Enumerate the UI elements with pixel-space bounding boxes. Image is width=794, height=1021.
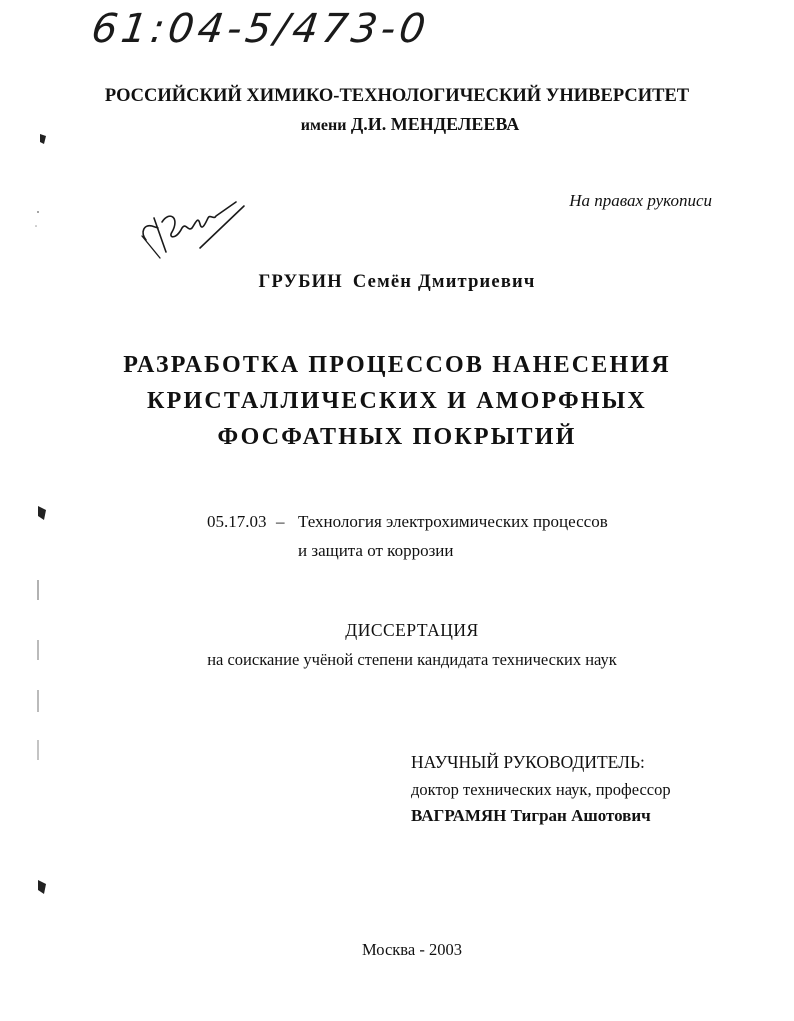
university-namesake-name: Д.И. МЕНДЕЛЕЕВА — [350, 114, 520, 134]
university-namesake-prefix: имени — [300, 117, 347, 134]
advisor-degree: доктор технических наук, профессор — [411, 780, 671, 799]
dissertation-heading: ДИССЕРТАЦИЯ — [345, 620, 479, 640]
specialty-dash: – — [276, 512, 285, 531]
manuscript-note: На правах рукописи — [569, 191, 712, 210]
author-given-names: Семён Дмитриевич — [352, 272, 536, 292]
advisor-name: ВАГРАМЯН Тигран Ашотович — [411, 806, 651, 825]
advisor-label: НАУЧНЫЙ РУКОВОДИТЕЛЬ: — [411, 752, 645, 772]
title-line-2: КРИСТАЛЛИЧЕСКИХ И АМОРФНЫХ — [147, 388, 647, 414]
author-name — [0, 272, 794, 293]
specialty-name-line-2: и защита от коррозии — [298, 541, 454, 560]
title-line-3: ФОСФАТНЫХ ПОКРЫТИЙ — [217, 424, 577, 450]
title-line-1: РАЗРАБОТКА ПРОЦЕССОВ НАНЕСЕНИЯ — [123, 352, 671, 378]
scan-margin-marks — [0, 0, 60, 1021]
city-year: Москва - 2003 — [362, 940, 462, 959]
author-surname: ГРУБИН — [258, 272, 343, 292]
university-name: РОССИЙСКИЙ ХИМИКО-ТЕХНОЛОГИЧЕСКИЙ УНИВЕРСИТЕТ — [104, 86, 690, 106]
specialty-name-line-1: Технология электрохимических процессов — [298, 512, 608, 531]
university-namesake — [0, 114, 794, 135]
degree-line: на соискание учёной степени кандидата технических наук — [207, 650, 617, 669]
author-signature — [136, 188, 256, 268]
specialty-code: 05.17.03 — [207, 512, 267, 531]
catalog-number: 61:04-5/473-0 — [88, 6, 433, 52]
